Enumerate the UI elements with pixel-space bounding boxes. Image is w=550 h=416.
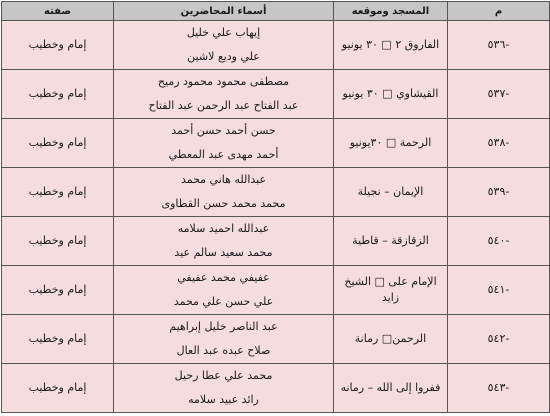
lecturers-cell (114, 70, 334, 119)
table-row (2, 315, 550, 364)
lecturer-name-2: صلاح عبده عبد العال (176, 344, 271, 357)
lecturer-name-1: عبدالله هاني محمد (180, 173, 267, 186)
lecturer-name-2: أحمد مهدى عبد المعطي (168, 148, 279, 161)
lecturers-cell (114, 364, 334, 413)
lecturer-name-2: محمد محمد حسن القطاوى (161, 197, 286, 210)
header-mosque: المسجد وموقعه (334, 2, 448, 21)
mosque-location: الإمام على □ الشيخ زايد (344, 275, 437, 304)
mosque-location: الإيمان – نجيلة (357, 185, 424, 198)
role-cell: إمام وخطيب (2, 315, 114, 364)
table-header-row (2, 2, 550, 21)
lecturer-name-1: عبدالله احميد سلامه (177, 222, 270, 235)
row-number: -٥٣٧ (448, 70, 550, 119)
lecturer-name-2: علي وديع لاشين (187, 50, 260, 63)
lecturer-name-2: رائد عبيد سلامه (188, 393, 259, 406)
row-number: -٥٣٦ (448, 21, 550, 70)
mosque-cell (334, 315, 448, 364)
lecturer-name-1: حسن أحمد حسن أحمد (171, 124, 276, 137)
mosque-cell (334, 364, 448, 413)
role-cell: إمام وخطيب (2, 266, 114, 315)
lecturer-name-1: عفيفي محمد عفيفي (177, 271, 270, 284)
mosque-cell (334, 168, 448, 217)
role-cell: إمام وخطيب (2, 70, 114, 119)
mosque-cell (334, 21, 448, 70)
lecturer-name-2: عبد الفتاح عبد الرحمن عبد الفتاح (148, 99, 299, 112)
mosque-location: الفاروق ٢ □ ٣٠ يونيو (341, 38, 440, 51)
mosque-location: القيشاوي □ ٣٠ يونيو (342, 87, 439, 100)
mosque-cell (334, 266, 448, 315)
lecturers-cell (114, 217, 334, 266)
lecturers-cell (114, 119, 334, 168)
mosque-location: ففروا إلى الله – رمانه (340, 381, 441, 394)
lecturers-cell (114, 266, 334, 315)
role-cell: إمام وخطيب (2, 168, 114, 217)
mosque-cell (334, 70, 448, 119)
lecturers-table (1, 1, 550, 413)
table-row (2, 266, 550, 315)
table-row (2, 168, 550, 217)
lecturer-name-1: عبد الناصر خليل إبراهيم (169, 320, 278, 333)
row-number: -٥٤١ (448, 266, 550, 315)
mosque-cell (334, 119, 448, 168)
lecturer-name-2: علي حسن علي محمد (173, 295, 274, 308)
schedule-page (1, 1, 549, 414)
role-cell: إمام وخطيب (2, 119, 114, 168)
row-number: -٥٣٩ (448, 168, 550, 217)
table-row (2, 364, 550, 413)
mosque-location: الرحمة □ ٣٠يونيو (349, 136, 432, 149)
header-role: صفته (2, 2, 114, 21)
row-number: -٥٤٣ (448, 364, 550, 413)
lecturers-cell (114, 21, 334, 70)
header-number: م (448, 2, 550, 21)
table-row (2, 70, 550, 119)
lecturer-name-2: محمد سعيد سالم عيد (174, 246, 273, 259)
header-lecturers: أسماء المحاضرين (114, 2, 334, 21)
table-row (2, 119, 550, 168)
role-cell: إمام وخطيب (2, 364, 114, 413)
mosque-location: الرحمن□ رمانة (354, 332, 427, 345)
role-cell: إمام وخطيب (2, 217, 114, 266)
table-row (2, 21, 550, 70)
lecturers-cell (114, 168, 334, 217)
role-cell: إمام وخطيب (2, 21, 114, 70)
row-number: -٥٤٠ (448, 217, 550, 266)
lecturers-cell (114, 315, 334, 364)
lecturer-name-1: مصطفى محمود محمود رميح (157, 75, 290, 88)
lecturer-name-1: إيهاب علي خليل (186, 26, 261, 39)
mosque-location: الزقازقة – قاطية (352, 234, 429, 247)
table-row (2, 217, 550, 266)
row-number: -٥٣٨ (448, 119, 550, 168)
lecturer-name-1: محمد علي عطا رحيل (174, 369, 273, 382)
row-number: -٥٤٢ (448, 315, 550, 364)
mosque-cell (334, 217, 448, 266)
